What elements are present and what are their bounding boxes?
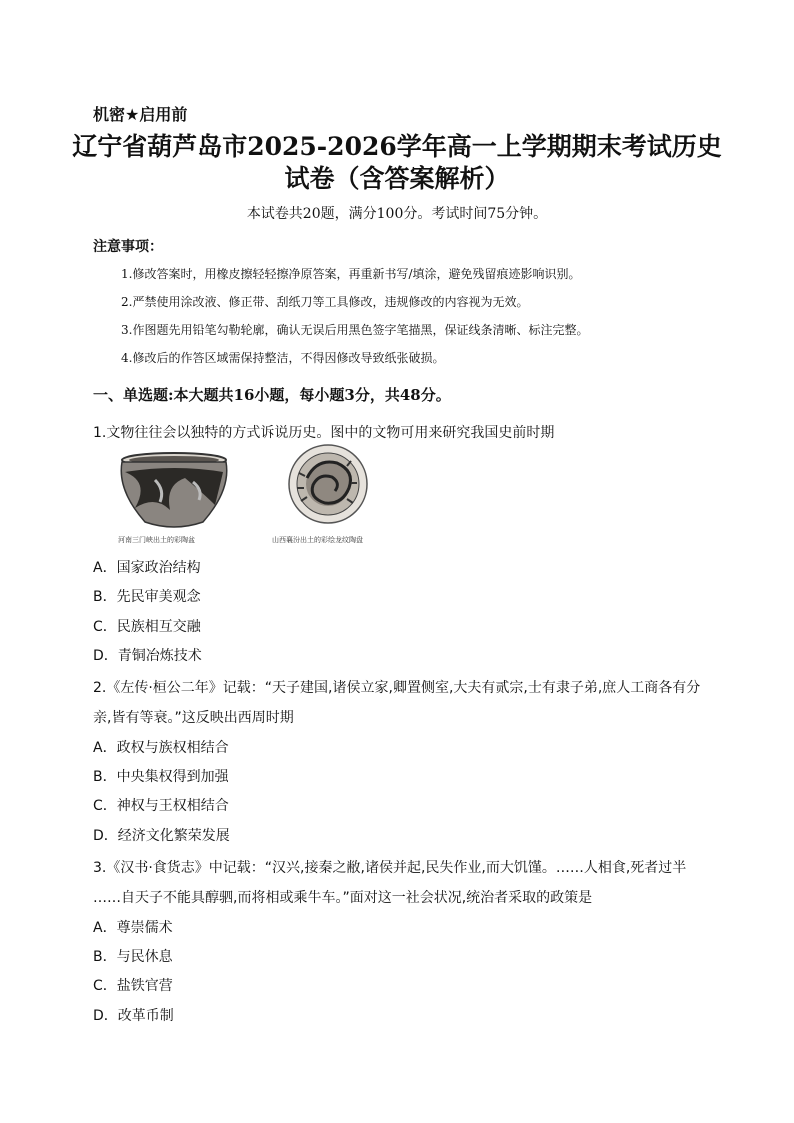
option-b: B．中央集权得到加强 <box>93 769 229 785</box>
question-3-stem: 3.《汉书·食货志》中记载：“汉兴,接秦之敝,诸侯并起,民失作业,而大饥馑。……人相食,死者过半 <box>93 860 687 876</box>
section-title: 一、单选题:本大题共16小题，每小题3分，共48分。 <box>93 386 451 404</box>
option-b: B．与民休息 <box>93 949 173 965</box>
question-1-stem: 1.文物往往会以独特的方式诉说历史。图中的文物可用来研究我国史前时期 <box>93 425 555 441</box>
exam-title-line-2: 试卷（含答案解析） <box>284 164 510 193</box>
exam-info: 本试卷共20题，满分100分。考试时间75分钟。 <box>246 206 548 222</box>
notice-heading: 注意事项： <box>93 239 163 255</box>
question-3-stem: ……自天子不能具醇驷,而将相或乘牛车。”面对这一社会状况,统治者采取的政策是 <box>93 890 593 906</box>
painted-pottery-basin-icon <box>115 450 233 532</box>
option-d: D．经济文化繁荣发展 <box>93 828 230 844</box>
option-d: D．青铜冶炼技术 <box>93 648 202 664</box>
option-d: D．改革币制 <box>93 1008 174 1024</box>
notice-item: 3.作图题先用铅笔勾勒轮廓，确认无误后用黑色签字笔描黑，保证线条清晰、标注完整。 <box>121 323 589 337</box>
option-a: A．国家政治结构 <box>93 560 201 576</box>
notice-item: 1.修改答案时，用橡皮擦轻轻擦净原答案，再重新书写/填涂，避免残留痕迹影响识别。 <box>121 267 581 281</box>
figure-caption: 山西襄汾出土的彩绘龙纹陶盘 <box>272 536 363 544</box>
notice-item: 4.修改后的作答区域需保持整洁，不得因修改导致纸张破损。 <box>121 351 445 365</box>
question-2-stem: 亲,皆有等衰。”这反映出西周时期 <box>93 710 294 726</box>
option-a: A．尊崇儒术 <box>93 920 173 936</box>
option-c: C．民族相互交融 <box>93 619 201 635</box>
confidential-label: 机密★启用前 <box>93 105 188 124</box>
notice-item: 2.严禁使用涂改液、修正带、刮纸刀等工具修改，违规修改的内容视为无效。 <box>121 295 529 309</box>
exam-title-line-1: 辽宁省葫芦岛市2025-2026学年高一上学期期末考试历史 <box>72 132 722 161</box>
option-a: A．政权与族权相结合 <box>93 740 229 756</box>
dragon-pattern-plate-icon <box>287 443 369 525</box>
question-2-stem: 2.《左传·桓公二年》记载：“天子建国,诸侯立家,卿置侧室,大夫有贰宗,士有隶子弟,庶人工商各有分 <box>93 680 701 696</box>
option-c: C．神权与王权相结合 <box>93 798 229 814</box>
figure-caption: 河南三门峡出土的彩陶盆 <box>118 536 195 544</box>
option-b: B．先民审美观念 <box>93 589 201 605</box>
option-c: C．盐铁官营 <box>93 978 173 994</box>
